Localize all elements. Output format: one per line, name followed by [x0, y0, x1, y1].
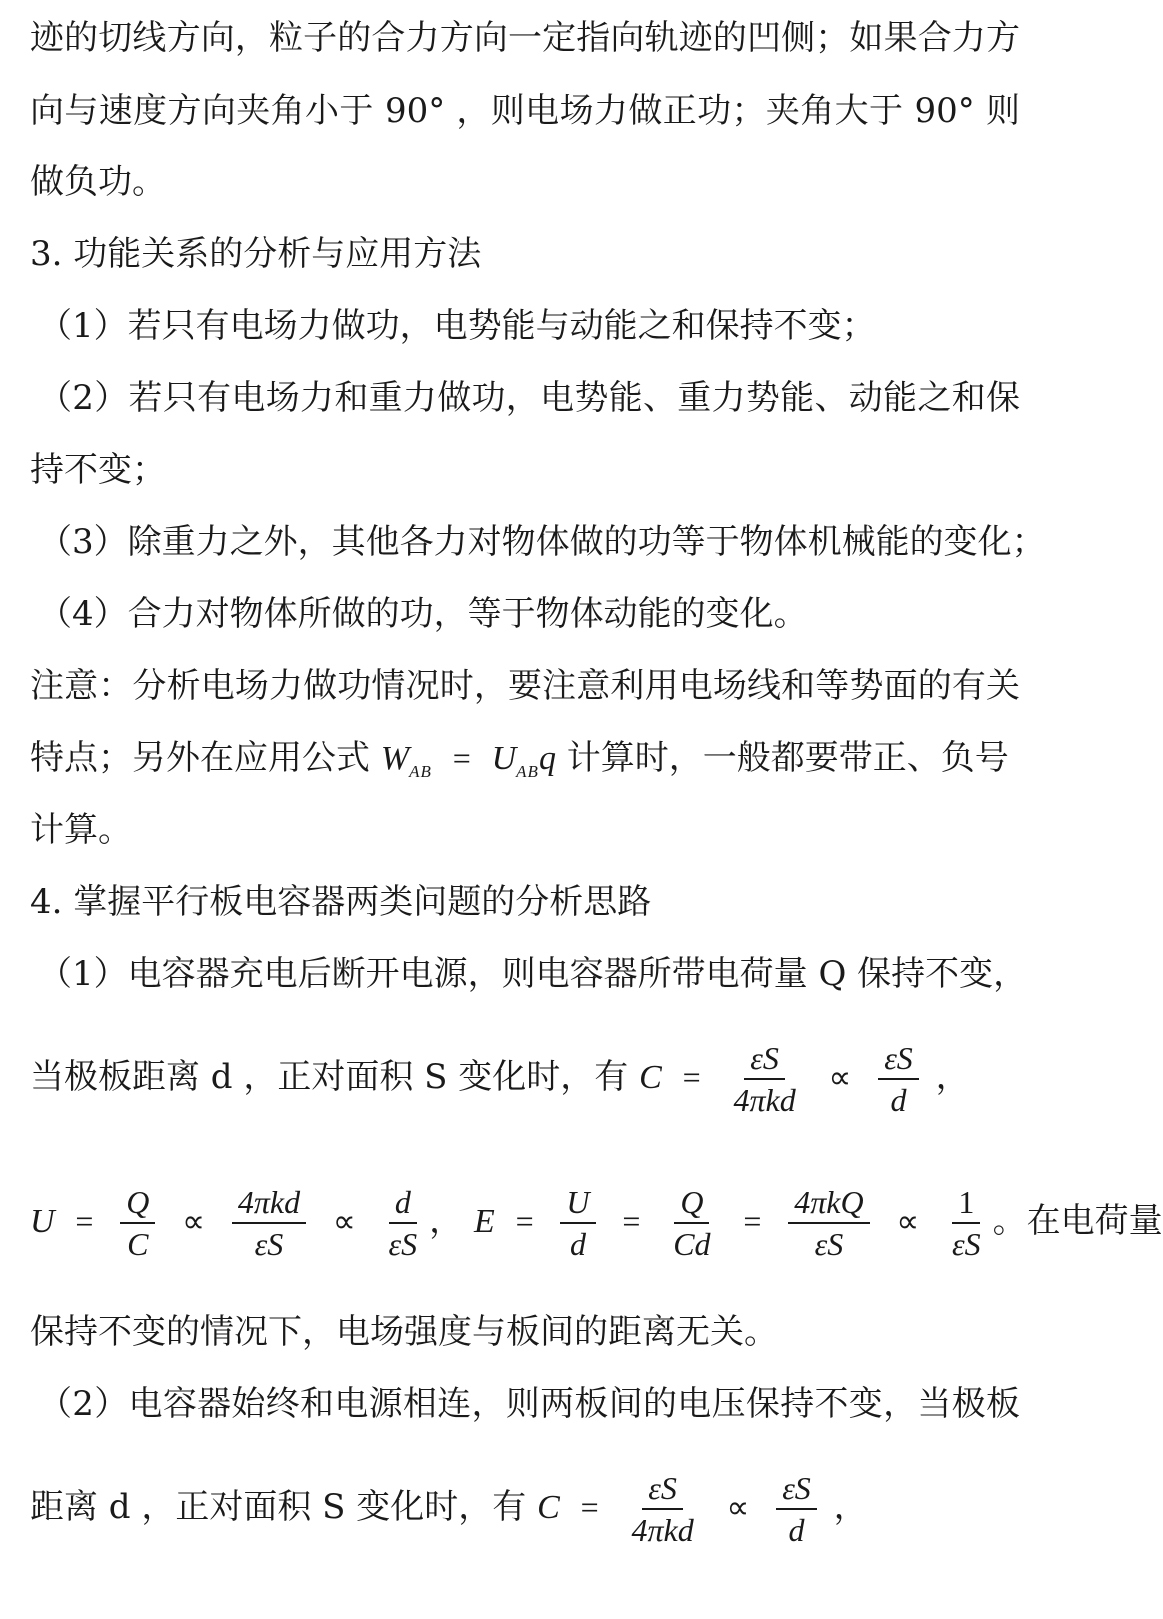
fraction: $\frac{Q}{Cd}$: [673, 1184, 711, 1262]
fraction: $\frac{\varepsilon S}{\text{4πkd}}$: [733, 1040, 796, 1118]
fraction: $\frac{1}{\varepsilon S}$: [952, 1184, 981, 1262]
text-line: 向与速度方向夹角小于 90° ，则电场力做正功；夹角大于 90° 则: [30, 91, 1020, 131]
fraction: $\frac{\varepsilon S}{\text{4πkd}}$: [631, 1470, 694, 1548]
note-line: [30, 733, 1020, 797]
fraction: $\frac{Q}{C}$: [120, 1182, 155, 1264]
fraction: $\frac{U}{d}$: [560, 1182, 595, 1264]
fraction: $\frac{\varepsilon S}{d}$: [878, 1038, 919, 1120]
note-line: 注意：分析电场力做功情况时，要注意利用电场线和等势面的有关: [30, 666, 1020, 706]
list-item: （2）电容器始终和电源相连，则两板间的电压保持不变，当极板: [38, 1384, 1020, 1424]
formula-line-capacitance: 距离 d ，正对面积 S 变化时，有 C = $\frac{\varepsilon S}{\text{4πkd}}$ ∝ $\frac{\varepsilon S}{d}$ ，: [30, 1470, 868, 1548]
formula-voltage-ab-q: $U_{AB}q$: [491, 740, 556, 781]
formula-work-ab: $W_{AB}$: [380, 740, 432, 781]
equals-sign: =: [452, 740, 471, 776]
fraction: $\frac{\text{4πkQ}}{\varepsilon S}$: [788, 1182, 869, 1264]
fraction: $\frac{\varepsilon S}{d}$: [776, 1468, 817, 1550]
list-item: （3）除重力之外，其他各力对物体做的功等于物体机械能的变化；: [38, 522, 1046, 562]
text-line: 持不变；: [30, 450, 166, 490]
text-line: 迹的切线方向，粒子的合力方向一定指向轨迹的凹侧；如果合力方: [30, 18, 1020, 58]
note-text: 计算时，一般都要带正、负号: [566, 738, 1009, 778]
section-heading: 4. 掌握平行板电容器两类问题的分析思路: [30, 882, 652, 922]
text-line: 做负功。: [30, 162, 166, 202]
fraction: $\frac{d}{\varepsilon S}$: [388, 1184, 418, 1262]
text-line: 保持不变的情况下，电场强度与板间的距离无关。: [30, 1312, 778, 1352]
formula-line-voltage-field: U = $\frac{Q}{C}$ ∝ $\frac{\text{4πkd}}{\varepsilon S}$ ∝ $\frac{d}{\varepsilon S}$ ， E = $\frac{U}{d}$ = $\frac{Q}{Cd}$ = $\frac{\text{4πkQ}}{\varepsilon S}$ ∝ $\frac{1}{\varepsilon S}$ 。在电荷量: [30, 1184, 1163, 1262]
section-heading: 3. 功能关系的分析与应用方法: [30, 234, 482, 274]
document-page: [30, 0, 1163, 1619]
list-item: （4）合力对物体所做的功，等于物体动能的变化。: [38, 594, 808, 634]
list-item: （2）若只有电场力和重力做功，电势能、重力势能、动能之和保: [38, 378, 1020, 418]
list-item: （1）电容器充电后断开电源，则电容器所带电荷量 Q 保持不变，: [38, 954, 1028, 994]
list-item: （1）若只有电场力做功，电势能与动能之和保持不变；: [38, 306, 876, 346]
formula-line-capacitance: 当极板距离 d ，正对面积 S 变化时，有 C = $\frac{\varepsilon S}{\text{4πkd}}$ ∝ $\frac{\varepsilon S}{d}$ ，: [30, 1040, 970, 1118]
fraction: $\frac{\text{4πkd}}{\varepsilon S}$: [232, 1182, 306, 1264]
note-text: 特点；另外在应用公式: [30, 738, 370, 778]
note-line: 计算。: [30, 810, 132, 850]
